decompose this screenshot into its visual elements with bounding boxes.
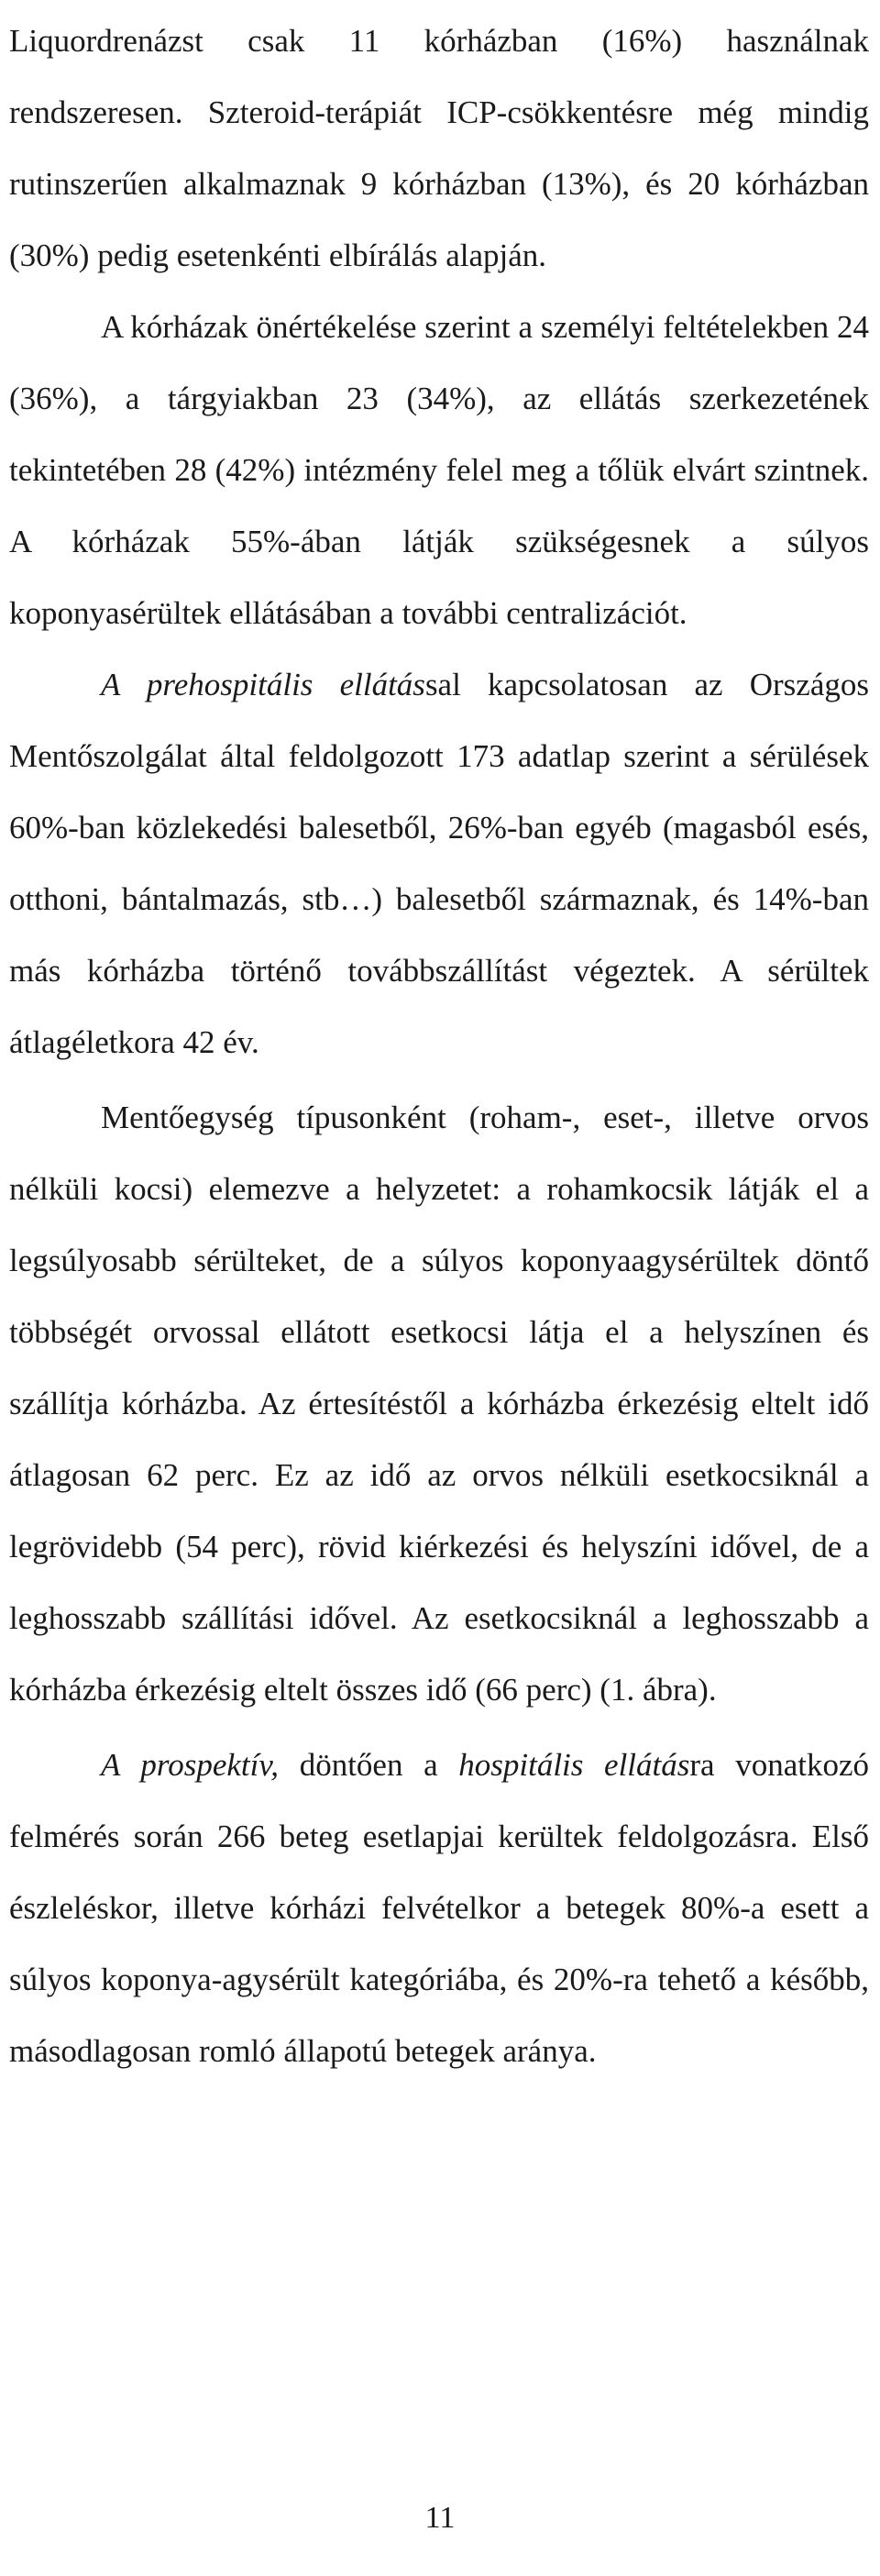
text-column — [9, 6, 869, 2087]
page-number: 11 — [424, 2501, 456, 2535]
italic-term-prospective: A prospektív, — [101, 1747, 280, 1783]
paragraph-prehospital-care — [9, 649, 869, 1078]
paragraph-text: Mentőegység típusonként (roham-, eset-, illetve orvos nélküli kocsi) elemezve a helyzetet: a rohamkocsik látják el a legsúlyosabb sérülteket, de a súlyos koponyaagysérültek döntő többségét orvossal ellátott esetkocsi látja el a helyszínen és szállítja kórházba. Az értesítéstől a kórházba érkezésig eltelt idő átlagosan 62 perc. Ez az idő az orvos nélküli esetkocsiknál a legrövidebb (54 perc), rövid kiérkezési és helyszíni idővel, de a leghosszabb szállítási idővel. Az esetkocsiknál a leghosszabb a kórházba érkezésig eltelt összes idő (66 perc) (1. ábra). — [9, 1100, 869, 1708]
paragraph-text: sal kapcsolatosan az Országos Mentőszolgálat által feldolgozott 173 adatlap szerint a sérülések 60%-ban közlekedési balesetből, 26%-ban egyéb (magasból esés, otthoni, bántalmazás, stb…) balesetből származnak, és 14%-ban más kórházba történő továbbszállítást végeztek. A sérültek átlagéletkora 42 év. — [9, 667, 869, 1060]
italic-term-prehospital: A prehospitális ellátás — [101, 667, 425, 702]
paragraph-text: döntően a — [279, 1747, 459, 1783]
paragraph-liquor-drainage — [9, 6, 869, 292]
paragraph-text: Liquordrenázst csak 11 kórházban (16%) használnak rendszeresen. Szteroid-terápiát ICP-csökkentésre még mindig rutinszerűen alkalmaznak 9 kórházban (13%), és 20 kórházban (30%) pedig esetenkénti elbírálás alapján. — [9, 23, 869, 273]
paragraph-prospective-survey — [9, 1730, 869, 2087]
paragraph-text: ra vonatkozó felmérés során 266 beteg esetlapjai kerültek feldolgozásra. Első észleléskor, illetve kórházi felvételkor a betegek 80%-a esett a súlyos koponya-agysérült kategóriába, és 20%-ra tehető a később, másodlagosan romló állapotú betegek aránya. — [9, 1747, 869, 2069]
italic-term-hospital-care: hospitális ellátás — [458, 1747, 690, 1783]
paragraph-text: A kórházak önértékelése szerint a személyi feltételekben 24 (36%), a tárgyiakban 23 (34%), az ellátás szerkezetének tekintetében 28 (42%) intézmény felel meg a tőlük elvárt szintnek. A kórházak 55%-ában látják szükségesnek a súlyos koponyasérültek ellátásában a további centralizációt. — [9, 309, 869, 631]
paragraph-ambulance-units — [9, 1082, 869, 1726]
paragraph-self-assessment — [9, 292, 869, 649]
